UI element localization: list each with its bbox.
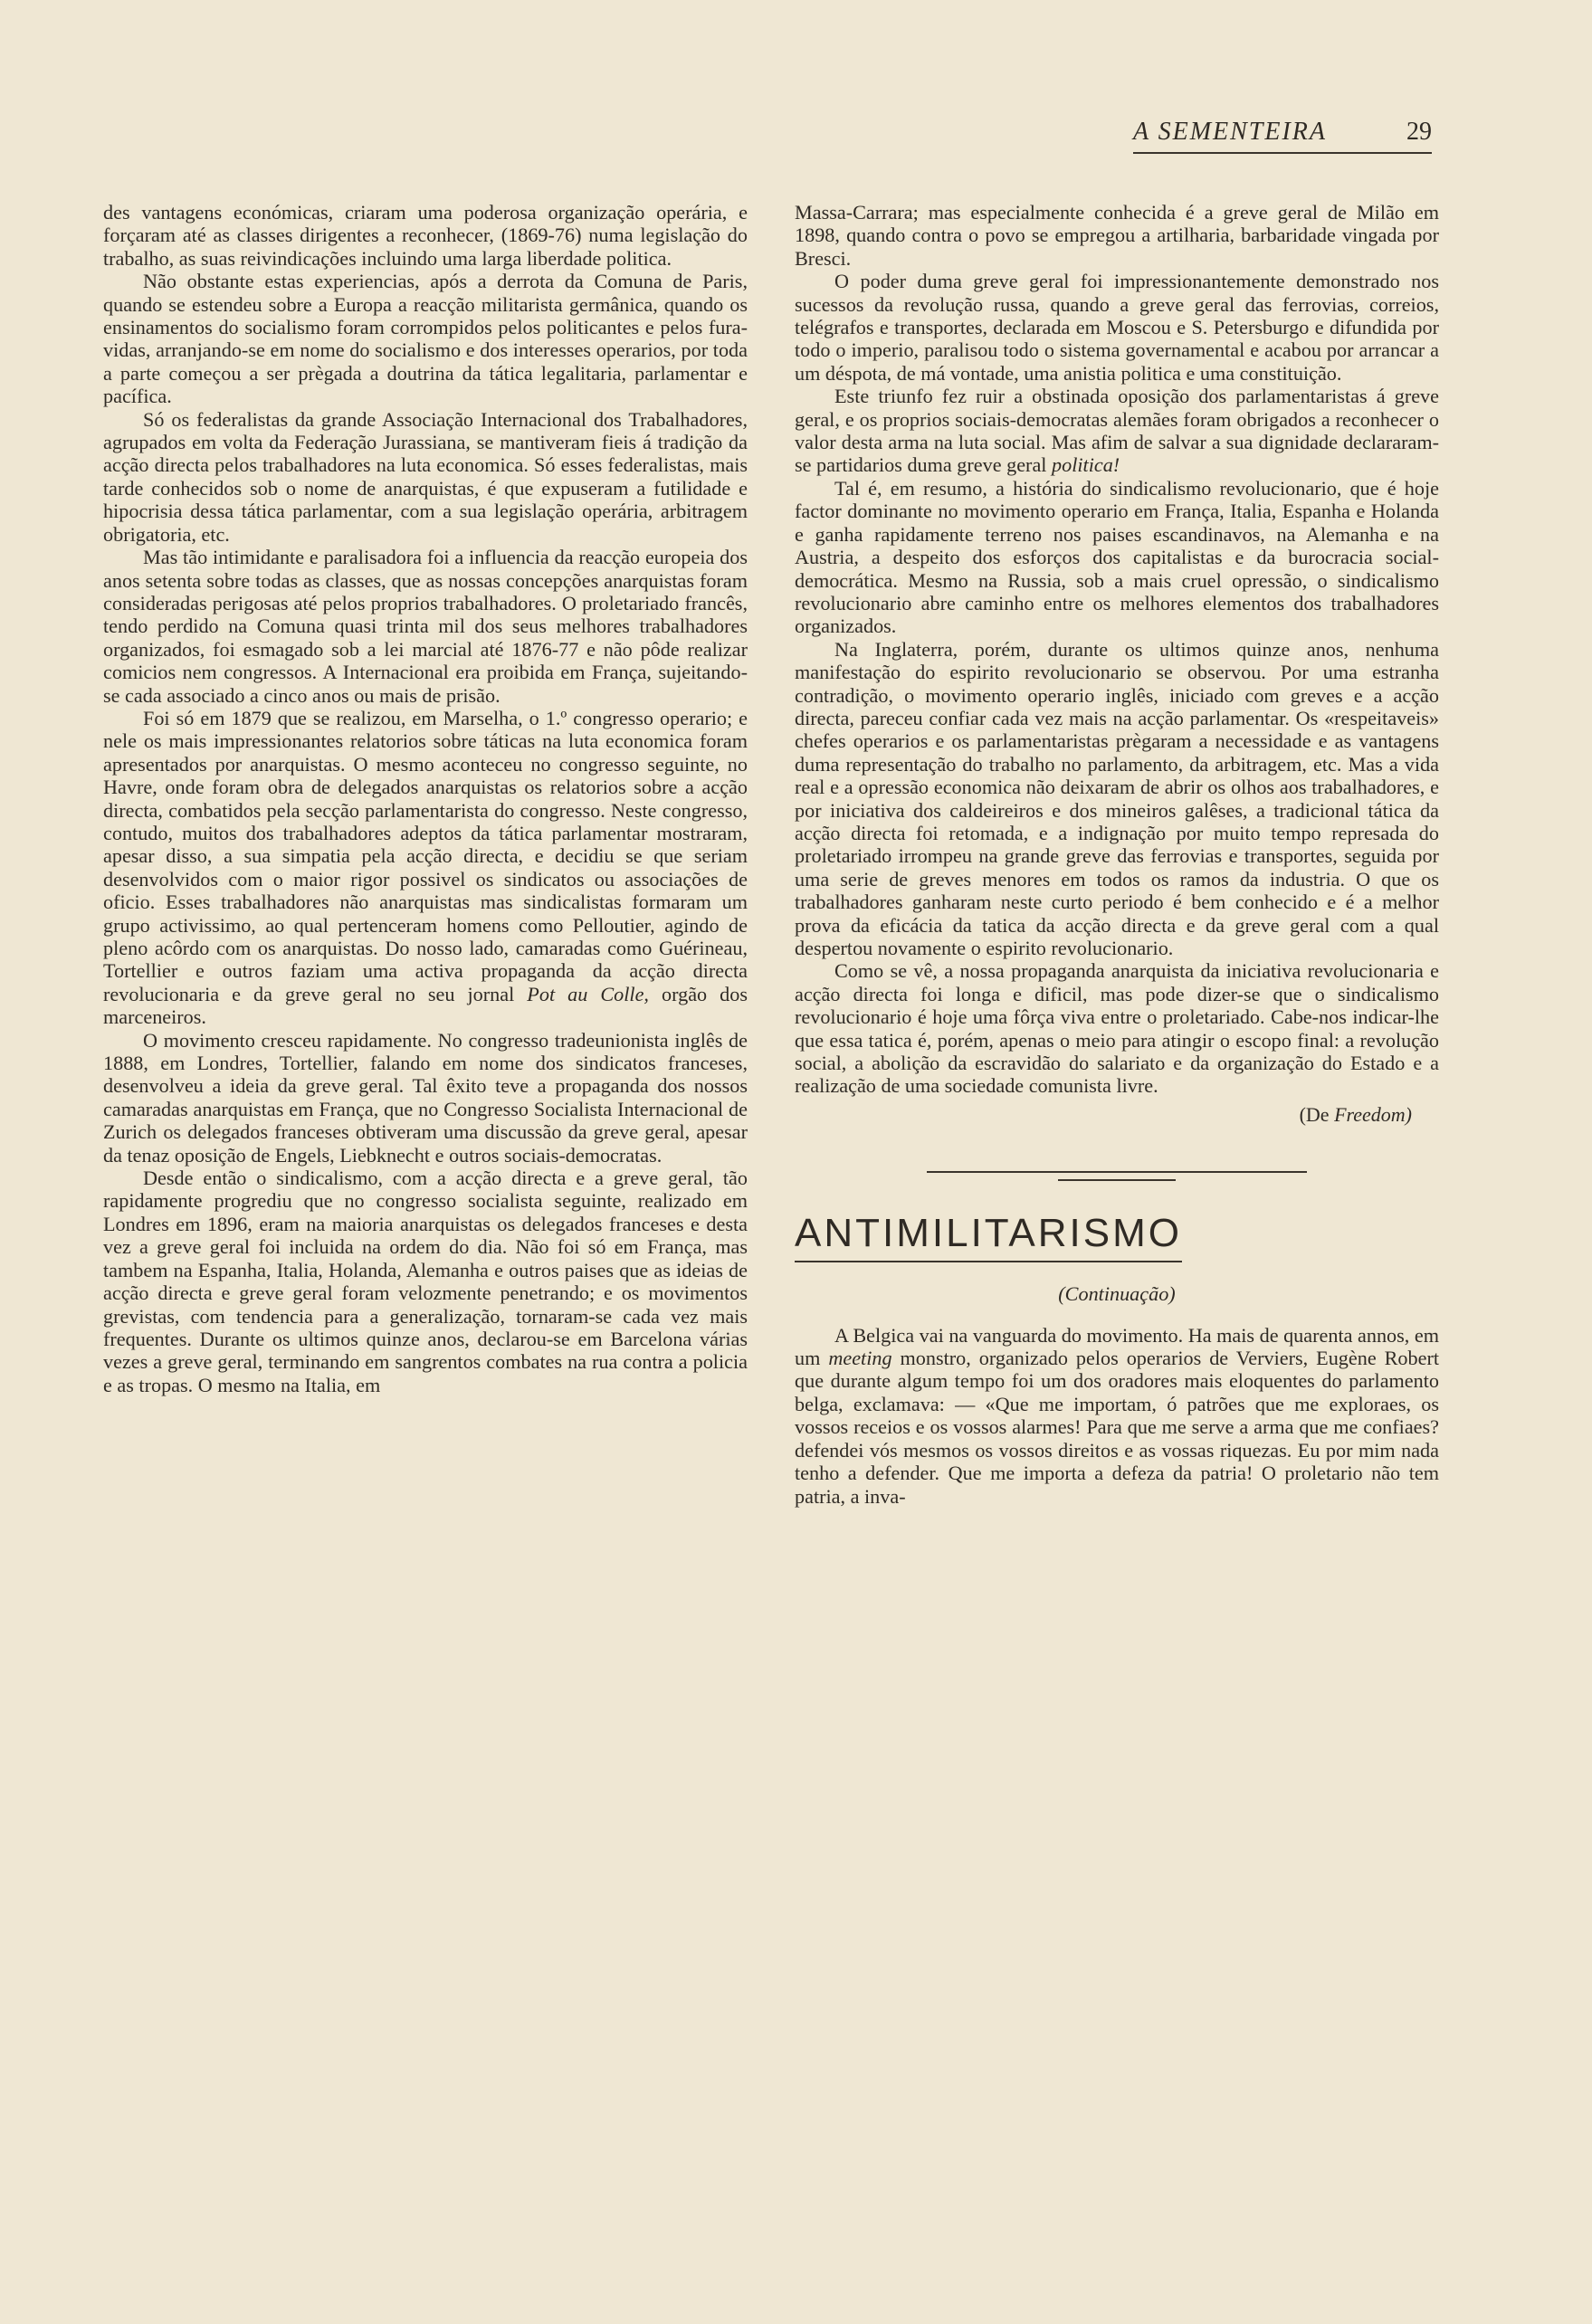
paragraph: Na Inglaterra, porém, durante os ultimos quinze anos, nenhuma manifestação do espirito revolucionario se observou. Por uma estranha contradição, o movimento operario inglês, iniciado com greves e a acção directa, pareceu confiar cada vez mais na acção parlamentar. Os «respeitaveis» chefes operarios e os parlamentaristas prègaram a necessidade e as vantagens duma representação do trabalho no parlamento, da arbitragem, etc. Mas a vida real e a opressão economica não deixaram de abrir os olhos aos trabalhadores, e por iniciativa dos caldeireiros e dos mineiros galêses, a tradicional tática da acção directa foi retomada, e a indignação por muito tempo represada do proletariado irrompeu na grande greve das ferrovias e transportes, seguida por uma serie de greves menores em todos os ramos da industria. O que os trabalhadores ganharam neste curto periodo é bem conhecido e é a melhor prova da eficácia da tatica da acção directa e da greve geral com a qual despertou novamente o espirito revolucionario. bbox=[795, 637, 1439, 959]
paragraph: Tal é, em resumo, a história do sindicalismo revolucionario, que é hoje factor dominante no movimento operario em França, Italia, Espanha e Holanda e ganha rapidamente terreno nos paises escandinavos, na Alemanha e na Austria, a despeito dos esforços dos capitalistas e da burocracia social-democrática. Mesmo na Russia, sob a mais cruel opressão, o sindicalismo revolucionario abre caminho entre os melhores elementos dos trabalhadores organizados. bbox=[795, 476, 1439, 638]
paragraph: Não obstante estas experiencias, após a derrota da Comuna de Paris, quando se estendeu sobre a Europa a reacção militarista germânica, quando os ensinamentos do socialismo foram corrompidos pelos politicantes e pelos fura-vidas, arranjando-se em nome do socialismo e dos interesses operarios, por toda a parte começou a ser prègada a doutrina da tática legalitaria, parlamentar e pacífica. bbox=[103, 270, 748, 408]
paragraph-text-end: orgão dos marceneiros. bbox=[103, 982, 748, 1029]
divider-rule-long bbox=[927, 1171, 1307, 1173]
paragraph: Mas tão intimidante e paralisadora foi a influencia da reacção europeia dos anos setenta sobre todas as classes, que as nossas concepções anarquistas foram consideradas perigosas até pelos proprios trabalhadores. O proletariado francês, tendo perdido na Comuna quasi trinta mil dos seus melhores trabalhadores organizados, foi esmagado sob a lei marcial até 1876-77 e não pôde realizar comicios nem congressos. A Internacional era proibida em França, sujeitando-se cada associado a cinco anos ou mais de prisão. bbox=[103, 546, 748, 707]
paragraph: O movimento cresceu rapidamente. No congresso tradeunionista inglês de 1888, em Londres, Tortellier, falando em nome dos sindicatos franceses, desenvolveu a ideia da greve geral. Tal êxito teve a propaganda dos nossos camaradas anarquistas em França, que no Congresso Socialista Internacional de Zurich os delegados franceses obtiveram uma discussão da greve geral, apesar da tenaz oposição de Engels, Liebknecht e outros sociais-democratas. bbox=[103, 1028, 748, 1167]
italic-word: meeting bbox=[828, 1347, 892, 1370]
page-number: 29 bbox=[1406, 118, 1432, 146]
paragraph: O poder duma greve geral foi impressionantemente demonstrado nos sucessos da revolução russa, quando a greve geral das ferrovias, correios, telégrafos e transportes, declarada em Moscou e S. Petersburgo e difundida por todo o imperio, paralisou todo o sistema governamental e acabou por arrancar a um déspota, de má vontade, uma anistia politica e uma constituição. bbox=[795, 270, 1439, 385]
paragraph: Como se vê, a nossa propaganda anarquista da iniciativa revolucionaria e acção directa foi longa e dificil, mas pode dizer-se que o sindicalismo revolucionario é hoje uma fôrça viva entre o proletariado. Cabe-nos indicar-lhe que essa tatica é, porém, apenas o meio para atingir o escopo final: a revolução social, a abolição da escravidão do salariato e da organização do Estado e a realização de uma sociedade comunista livre. bbox=[795, 959, 1439, 1098]
article-title: ANTIMILITARISMO bbox=[795, 1208, 1182, 1262]
credit-source: Freedom) bbox=[1334, 1102, 1412, 1126]
italic-word: politica! bbox=[1052, 453, 1120, 477]
paragraph bbox=[103, 707, 748, 1029]
journal-name-italic: Pot au Colle, bbox=[527, 982, 649, 1005]
article-subtitle: (Continuação) bbox=[1058, 1282, 1176, 1306]
divider-rule-short bbox=[1058, 1179, 1176, 1181]
running-head bbox=[1133, 116, 1432, 154]
paragraph bbox=[795, 1324, 1439, 1508]
paragraph: Massa-Carrara; mas especialmente conhecida é a greve geral de Milão em 1898, quando contra o povo se empregou a artilharia, barbaridade vingada por Bresci. bbox=[795, 201, 1439, 270]
paragraph: Desde então o sindicalismo, com a acção directa e a greve geral, tão rapidamente progrediu que no congresso socialista seguinte, realizado em Londres em 1896, eram na maioria anarquistas os delegados franceses e desta vez a greve geral foi incluida na ordem do dia. Não foi só em França, mas tambem na Espanha, Italia, Holanda, Alemanha e outros paises que as ideias de acção directa e greve geral foram velozmente penetrando; e os movimentos grevistas, com tendencia para a generalização, tornaram-se cada vez mais frequentes. Durante os ultimos quinze anos, declarou-se em Barcelona várias vezes a greve geral, terminando em sangrentos combates na rua contra a policia e as tropas. O mesmo na Italia, em bbox=[103, 1167, 748, 1396]
paragraph-text-end: monstro, organizado pelos operarios de Verviers, Eugène Robert que durante algum tempo foi um dos oradores mais eloquentes do parlamento belga, exclamava: — «Que me importam, ó patrões que me exploraes, os vossos receios e os vossos alarmes! Para que me serve a arma que me confiaes? defendei vós mesmos os vossos direitos e as vossas riquezas. Eu por mim nada tenho a defender. Que me importa a defeza da patria! O proletario não tem patria, a inva- bbox=[795, 1347, 1440, 1508]
paragraph-text: Foi só em 1879 que se realizou, em Marselha, o 1.º congresso operario; e nele os mais impressionantes relatorios sobre táticas na luta economica foram apresentados por anarquistas. O mesmo aconteceu no congresso seguinte, no Havre, onde foram obra de delegados anarquistas os relatorios sobre a acção directa, combatidos pela secção parlamentarista do congresso. Neste congresso, contudo, muitos dos trabalhadores adeptos da tática parlamentar mostraram, apesar disso, a sua simpatia pela acção directa, e decidiu se que seriam desenvolvidos com o maior rigor possivel os sindicatos ou associações de oficio. Esses trabalhadores não anarquistas mas sindicalistas formaram um grupo activissimo, ao qual pertenceram homens como Pelloutier, agindo de pleno acôrdo com os anarquistas. Do nosso lado, camaradas como Guérineau, Tortellier e outros faziam uma activa propaganda da acção directa revolucionaria e da greve geral no seu jornal bbox=[103, 706, 748, 1005]
paragraph-text: Este triunfo fez ruir a obstinada oposição dos parlamentaristas á greve geral, e os proprios sociais-democratas alemães foram obrigados a reconhecer o valor desta arma na luta social. Mas afim de salvar a sua dignidade declararam-se partidarios duma greve geral bbox=[795, 385, 1439, 477]
journal-title: A SEMENTEIRA bbox=[1133, 118, 1328, 146]
paragraph: Só os federalistas da grande Associação Internacional dos Trabalhadores, agrupados em volta da Federação Jurassiana, se mantiveram fieis á tradição da acção directa pelos trabalhadores na luta economica. Só esses federalistas, mais tarde conhecidos sob o nome de anarquistas, é que expuseram a futilidade e hipocrisia dessa tática parlamentar, com a sua legislação operária, arbitragem obrigatoria, etc. bbox=[103, 407, 748, 546]
paragraph: des vantagens económicas, criaram uma poderosa organização operária, e forçaram até as classes dirigentes a reconhecer, (1869-76) numa legislação do trabalho, as suas reivindicações incluindo uma larga liberdade politica. bbox=[103, 201, 748, 270]
credit-prefix: (De bbox=[1299, 1102, 1330, 1126]
source-credit bbox=[795, 1103, 1439, 1126]
paragraph bbox=[795, 385, 1439, 477]
left-column bbox=[103, 201, 748, 1396]
right-column bbox=[795, 201, 1439, 1508]
section-divider bbox=[927, 1171, 1307, 1181]
paragraph-text: A Belgica vai na vanguarda do movimento. Ha mais de quarenta annos, em um bbox=[795, 1323, 1439, 1370]
